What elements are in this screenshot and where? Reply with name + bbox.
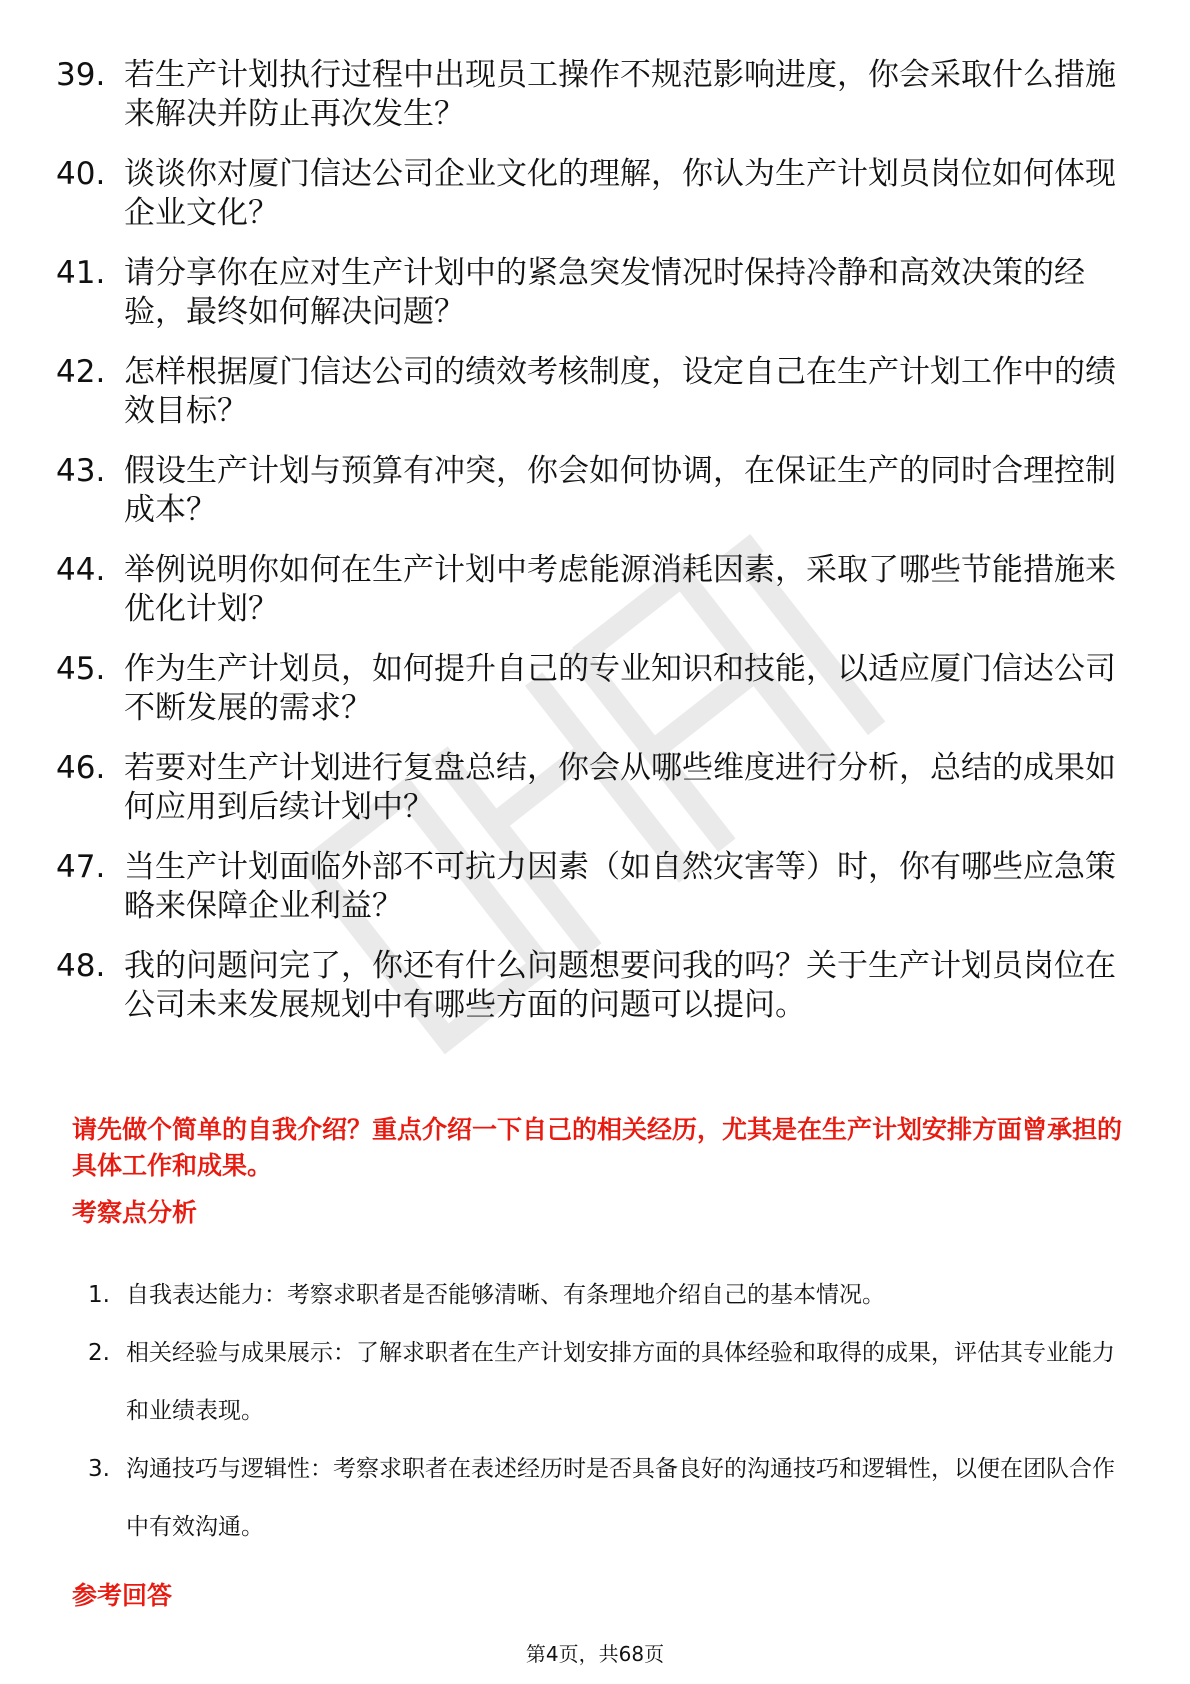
question-text: 假设生产计划与预算有冲突，你会如何协调，在保证生产的同时合理控制成本？	[124, 453, 1116, 528]
reference-answer-heading: 参考回答	[72, 1581, 173, 1610]
question-item	[56, 452, 1136, 530]
analysis-text: 自我表达能力：考察求职者是否能够清晰、有条理地介绍自己的基本情况。	[126, 1282, 885, 1308]
analysis-number: 3.	[88, 1456, 110, 1482]
question-text: 举例说明你如何在生产计划中考虑能源消耗因素，采取了哪些节能措施来优化计划？	[124, 552, 1116, 627]
question-number: 39.	[56, 57, 106, 93]
question-item	[56, 749, 1136, 827]
analysis-item	[82, 1266, 1132, 1324]
question-number: 41.	[56, 255, 106, 291]
question-number: 48.	[56, 948, 106, 984]
analysis-list	[82, 1266, 1132, 1556]
question-text: 怎样根据厦门信达公司的绩效考核制度，设定自己在生产计划工作中的绩效目标？	[124, 354, 1116, 429]
question-text: 谈谈你对厦门信达公司企业文化的理解，你认为生产计划员岗位如何体现企业文化？	[124, 156, 1116, 231]
question-item	[56, 947, 1136, 1025]
analysis-item	[82, 1440, 1132, 1556]
question-number: 47.	[56, 849, 106, 885]
question-text: 若生产计划执行过程中出现员工操作不规范影响进度，你会采取什么措施来解决并防止再次发生？	[124, 57, 1116, 132]
highlight-question: 请先做个简单的自我介绍？重点介绍一下自己的相关经历，尤其是在生产计划安排方面曾承担的具体工作和成果。	[72, 1115, 1123, 1180]
question-number: 45.	[56, 651, 106, 687]
question-item	[56, 254, 1136, 332]
analysis-text: 相关经验与成果展示：了解求职者在生产计划安排方面的具体经验和取得的成果，评估其专业能力和业绩表现。	[126, 1340, 1115, 1424]
question-number: 43.	[56, 453, 106, 489]
question-number: 40.	[56, 156, 106, 192]
analysis-item	[82, 1324, 1132, 1440]
question-text: 我的问题问完了，你还有什么问题想要问我的吗？关于生产计划员岗位在公司未来发展规划中有哪些方面的问题可以提问。	[124, 948, 1116, 1023]
question-item	[56, 551, 1136, 629]
question-number: 42.	[56, 354, 106, 390]
question-item	[56, 848, 1136, 926]
analysis-text: 沟通技巧与逻辑性：考察求职者在表述经历时是否具备良好的沟通技巧和逻辑性，以便在团队合作中有效沟通。	[126, 1456, 1115, 1540]
question-number: 44.	[56, 552, 106, 588]
question-item	[56, 353, 1136, 431]
question-list	[56, 56, 1136, 1046]
question-text: 当生产计划面临外部不可抗力因素（如自然灾害等）时，你有哪些应急策略来保障企业利益？	[124, 849, 1116, 924]
analysis-heading: 考察点分析	[72, 1198, 198, 1227]
question-item	[56, 650, 1136, 728]
question-text: 请分享你在应对生产计划中的紧急突发情况时保持冷静和高效决策的经验，最终如何解决问题？	[124, 255, 1085, 330]
question-text: 若要对生产计划进行复盘总结，你会从哪些维度进行分析，总结的成果如何应用到后续计划中？	[124, 750, 1116, 825]
analysis-number: 2.	[88, 1340, 110, 1366]
question-text: 作为生产计划员，如何提升自己的专业知识和技能，以适应厦门信达公司不断发展的需求？	[124, 651, 1116, 726]
page-footer: 第4页，共68页	[525, 1642, 665, 1666]
question-number: 46.	[56, 750, 106, 786]
question-item	[56, 56, 1136, 134]
question-item	[56, 155, 1136, 233]
analysis-number: 1.	[88, 1282, 110, 1308]
